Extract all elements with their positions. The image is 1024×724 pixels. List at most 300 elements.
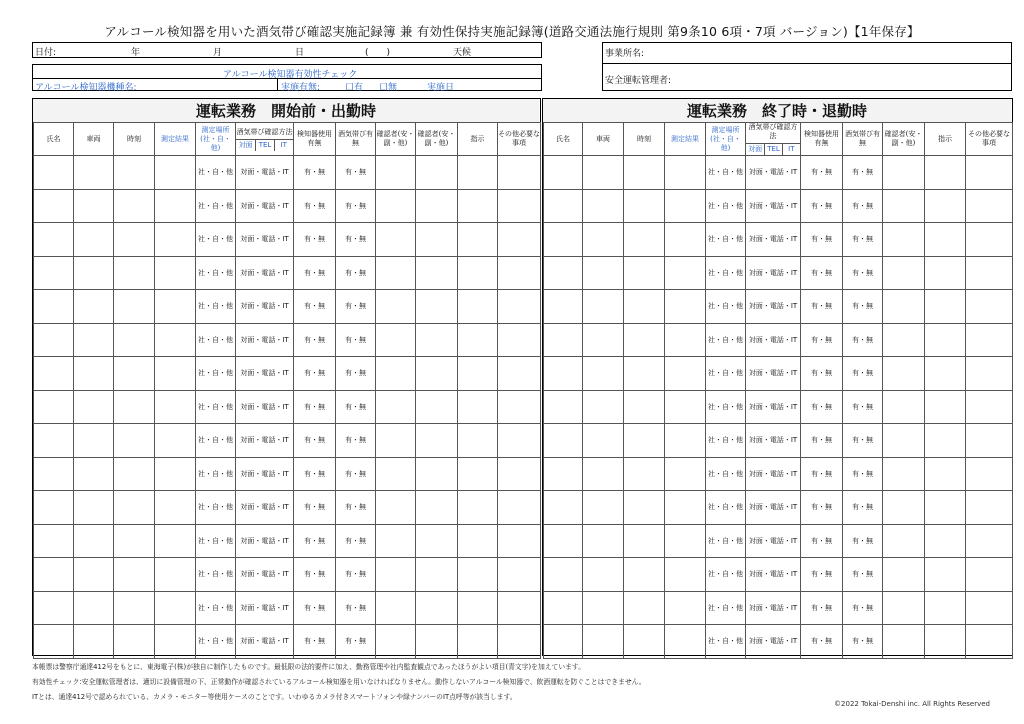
cell-location[interactable]: 社・自・他 — [196, 323, 236, 357]
cell-alcohol[interactable]: 有・無 — [336, 558, 376, 592]
cell-other[interactable] — [498, 189, 541, 223]
cell-location[interactable]: 社・自・他 — [196, 256, 236, 290]
cell-instruction[interactable] — [925, 491, 966, 525]
cell-method[interactable]: 対面・電話・IT — [236, 357, 294, 391]
cell-time[interactable] — [114, 491, 155, 525]
cell-location[interactable]: 社・自・他 — [706, 625, 746, 659]
cell-location[interactable]: 社・自・他 — [706, 424, 746, 458]
cell-location[interactable]: 社・自・他 — [706, 591, 746, 625]
cell-location[interactable]: 社・自・他 — [706, 156, 746, 190]
cell-result[interactable] — [155, 491, 196, 525]
cell-instruction[interactable] — [458, 256, 498, 290]
cell-result[interactable] — [665, 256, 706, 290]
cell-method[interactable]: 対面・電話・IT — [236, 223, 294, 257]
cell-instruction[interactable] — [458, 424, 498, 458]
cell-method[interactable]: 対面・電話・IT — [236, 256, 294, 290]
cell-method[interactable]: 対面・電話・IT — [236, 591, 294, 625]
cell-alcohol[interactable]: 有・無 — [336, 189, 376, 223]
cell-name[interactable] — [34, 558, 74, 592]
cell-vehicle[interactable] — [583, 357, 624, 391]
cell-location[interactable]: 社・自・他 — [706, 256, 746, 290]
cell-alcohol[interactable]: 有・無 — [336, 491, 376, 525]
cell-other[interactable] — [966, 491, 1013, 525]
cell-alcohol[interactable]: 有・無 — [336, 223, 376, 257]
cell-name[interactable] — [34, 189, 74, 223]
cell-time[interactable] — [624, 156, 665, 190]
cell-confirmer1[interactable] — [883, 457, 925, 491]
cell-name[interactable] — [544, 357, 583, 391]
cell-vehicle[interactable] — [74, 424, 114, 458]
cell-other[interactable] — [498, 323, 541, 357]
cell-time[interactable] — [114, 290, 155, 324]
cell-method[interactable]: 対面・電話・IT — [746, 357, 801, 391]
cell-vehicle[interactable] — [74, 591, 114, 625]
cell-location[interactable]: 社・自・他 — [706, 558, 746, 592]
cell-time[interactable] — [114, 524, 155, 558]
cell-name[interactable] — [544, 558, 583, 592]
cell-time[interactable] — [114, 223, 155, 257]
cell-time[interactable] — [114, 256, 155, 290]
cell-location[interactable]: 社・自・他 — [196, 424, 236, 458]
cell-time[interactable] — [624, 424, 665, 458]
cell-name[interactable] — [34, 390, 74, 424]
cell-other[interactable] — [498, 457, 541, 491]
cell-other[interactable] — [498, 625, 541, 659]
cell-alcohol[interactable]: 有・無 — [336, 390, 376, 424]
cell-location[interactable]: 社・自・他 — [196, 156, 236, 190]
cell-confirmer1[interactable] — [883, 625, 925, 659]
cell-detector-used[interactable]: 有・無 — [294, 457, 336, 491]
cell-instruction[interactable] — [925, 156, 966, 190]
cell-vehicle[interactable] — [583, 189, 624, 223]
cell-name[interactable] — [34, 457, 74, 491]
cell-name[interactable] — [34, 323, 74, 357]
cell-detector-used[interactable]: 有・無 — [801, 189, 843, 223]
cell-instruction[interactable] — [458, 390, 498, 424]
cell-other[interactable] — [966, 189, 1013, 223]
cell-confirmer2[interactable] — [416, 156, 458, 190]
cell-confirmer1[interactable] — [376, 558, 416, 592]
cell-vehicle[interactable] — [583, 591, 624, 625]
cell-alcohol[interactable]: 有・無 — [336, 625, 376, 659]
cell-confirmer2[interactable] — [416, 424, 458, 458]
cell-method[interactable]: 対面・電話・IT — [236, 524, 294, 558]
cell-detector-used[interactable]: 有・無 — [294, 223, 336, 257]
cell-method[interactable]: 対面・電話・IT — [236, 390, 294, 424]
cell-vehicle[interactable] — [74, 256, 114, 290]
cell-time[interactable] — [114, 357, 155, 391]
cell-vehicle[interactable] — [74, 625, 114, 659]
cell-instruction[interactable] — [458, 558, 498, 592]
cell-name[interactable] — [34, 424, 74, 458]
cell-result[interactable] — [665, 223, 706, 257]
cell-alcohol[interactable]: 有・無 — [336, 424, 376, 458]
cell-instruction[interactable] — [458, 223, 498, 257]
cell-instruction[interactable] — [925, 424, 966, 458]
cell-alcohol[interactable]: 有・無 — [843, 156, 883, 190]
cell-vehicle[interactable] — [583, 323, 624, 357]
cell-confirmer1[interactable] — [883, 256, 925, 290]
cell-detector-used[interactable]: 有・無 — [801, 524, 843, 558]
cell-confirmer1[interactable] — [883, 357, 925, 391]
cell-name[interactable] — [34, 625, 74, 659]
cell-detector-used[interactable]: 有・無 — [294, 390, 336, 424]
cell-name[interactable] — [34, 524, 74, 558]
cell-result[interactable] — [155, 457, 196, 491]
cell-method[interactable]: 対面・電話・IT — [236, 625, 294, 659]
cell-detector-used[interactable]: 有・無 — [801, 357, 843, 391]
cell-location[interactable]: 社・自・他 — [196, 290, 236, 324]
cell-other[interactable] — [498, 591, 541, 625]
cell-detector-used[interactable]: 有・無 — [801, 625, 843, 659]
cell-method[interactable]: 対面・電話・IT — [746, 256, 801, 290]
cell-vehicle[interactable] — [583, 290, 624, 324]
cell-name[interactable] — [34, 256, 74, 290]
cell-result[interactable] — [155, 256, 196, 290]
cell-other[interactable] — [966, 323, 1013, 357]
cell-vehicle[interactable] — [583, 457, 624, 491]
cell-location[interactable]: 社・自・他 — [196, 189, 236, 223]
cell-instruction[interactable] — [925, 290, 966, 324]
cell-method[interactable]: 対面・電話・IT — [236, 457, 294, 491]
cell-alcohol[interactable]: 有・無 — [843, 491, 883, 525]
cell-confirmer2[interactable] — [416, 558, 458, 592]
cell-method[interactable]: 対面・電話・IT — [746, 390, 801, 424]
cell-detector-used[interactable]: 有・無 — [294, 424, 336, 458]
cell-alcohol[interactable]: 有・無 — [843, 390, 883, 424]
cell-alcohol[interactable]: 有・無 — [843, 189, 883, 223]
cell-other[interactable] — [966, 256, 1013, 290]
cell-other[interactable] — [966, 524, 1013, 558]
cell-confirmer1[interactable] — [376, 424, 416, 458]
cell-instruction[interactable] — [925, 558, 966, 592]
cell-alcohol[interactable]: 有・無 — [336, 323, 376, 357]
cell-vehicle[interactable] — [74, 524, 114, 558]
cell-detector-used[interactable]: 有・無 — [801, 591, 843, 625]
cell-result[interactable] — [155, 524, 196, 558]
cell-confirmer2[interactable] — [416, 491, 458, 525]
cell-result[interactable] — [665, 424, 706, 458]
cell-alcohol[interactable]: 有・無 — [336, 591, 376, 625]
cell-confirmer1[interactable] — [883, 424, 925, 458]
cell-other[interactable] — [966, 156, 1013, 190]
cell-name[interactable] — [544, 591, 583, 625]
cell-instruction[interactable] — [458, 524, 498, 558]
cell-other[interactable] — [966, 223, 1013, 257]
cell-location[interactable]: 社・自・他 — [706, 390, 746, 424]
cell-alcohol[interactable]: 有・無 — [843, 223, 883, 257]
cell-confirmer1[interactable] — [376, 591, 416, 625]
cell-name[interactable] — [544, 491, 583, 525]
cell-confirmer2[interactable] — [416, 323, 458, 357]
cell-alcohol[interactable]: 有・無 — [843, 357, 883, 391]
cell-method[interactable]: 対面・電話・IT — [746, 424, 801, 458]
cell-location[interactable]: 社・自・他 — [706, 491, 746, 525]
cell-name[interactable] — [34, 357, 74, 391]
cell-time[interactable] — [624, 457, 665, 491]
cell-name[interactable] — [34, 591, 74, 625]
cell-alcohol[interactable]: 有・無 — [843, 457, 883, 491]
cell-alcohol[interactable]: 有・無 — [843, 256, 883, 290]
cell-detector-used[interactable]: 有・無 — [801, 457, 843, 491]
cell-alcohol[interactable]: 有・無 — [843, 524, 883, 558]
cell-instruction[interactable] — [458, 625, 498, 659]
cell-other[interactable] — [966, 357, 1013, 391]
cell-result[interactable] — [155, 290, 196, 324]
cell-detector-used[interactable]: 有・無 — [801, 558, 843, 592]
cell-time[interactable] — [624, 323, 665, 357]
cell-result[interactable] — [155, 390, 196, 424]
cell-location[interactable]: 社・自・他 — [706, 223, 746, 257]
cell-location[interactable]: 社・自・他 — [706, 357, 746, 391]
cell-detector-used[interactable]: 有・無 — [801, 223, 843, 257]
cell-confirmer2[interactable] — [416, 457, 458, 491]
cell-time[interactable] — [624, 491, 665, 525]
cell-instruction[interactable] — [925, 256, 966, 290]
cell-time[interactable] — [624, 390, 665, 424]
cell-vehicle[interactable] — [74, 189, 114, 223]
cell-confirmer2[interactable] — [416, 591, 458, 625]
cell-confirmer1[interactable] — [883, 390, 925, 424]
cell-detector-used[interactable]: 有・無 — [801, 290, 843, 324]
cell-detector-used[interactable]: 有・無 — [294, 323, 336, 357]
cell-name[interactable] — [34, 491, 74, 525]
cell-vehicle[interactable] — [583, 156, 624, 190]
cell-time[interactable] — [114, 156, 155, 190]
cell-instruction[interactable] — [458, 290, 498, 324]
cell-confirmer1[interactable] — [883, 524, 925, 558]
cell-other[interactable] — [498, 524, 541, 558]
cell-result[interactable] — [665, 625, 706, 659]
cell-method[interactable]: 対面・電話・IT — [236, 290, 294, 324]
cell-confirmer1[interactable] — [376, 189, 416, 223]
cell-confirmer2[interactable] — [416, 189, 458, 223]
cell-time[interactable] — [624, 625, 665, 659]
cell-instruction[interactable] — [458, 156, 498, 190]
cell-confirmer2[interactable] — [416, 256, 458, 290]
cell-name[interactable] — [544, 290, 583, 324]
cell-location[interactable]: 社・自・他 — [196, 625, 236, 659]
cell-name[interactable] — [34, 223, 74, 257]
cell-detector-used[interactable]: 有・無 — [294, 189, 336, 223]
cell-time[interactable] — [114, 424, 155, 458]
cell-result[interactable] — [665, 189, 706, 223]
cell-name[interactable] — [544, 457, 583, 491]
cell-confirmer1[interactable] — [376, 357, 416, 391]
cell-instruction[interactable] — [925, 524, 966, 558]
cell-other[interactable] — [966, 625, 1013, 659]
cell-name[interactable] — [544, 223, 583, 257]
cell-method[interactable]: 対面・電話・IT — [746, 323, 801, 357]
cell-time[interactable] — [114, 189, 155, 223]
cell-confirmer2[interactable] — [416, 625, 458, 659]
cell-time[interactable] — [624, 256, 665, 290]
cell-confirmer1[interactable] — [376, 156, 416, 190]
cell-confirmer2[interactable] — [416, 223, 458, 257]
cell-instruction[interactable] — [925, 323, 966, 357]
cell-name[interactable] — [544, 189, 583, 223]
cell-time[interactable] — [114, 323, 155, 357]
cell-location[interactable]: 社・自・他 — [706, 290, 746, 324]
cell-confirmer2[interactable] — [416, 357, 458, 391]
cell-instruction[interactable] — [925, 189, 966, 223]
cell-instruction[interactable] — [925, 223, 966, 257]
cell-name[interactable] — [544, 323, 583, 357]
cell-method[interactable]: 対面・電話・IT — [746, 223, 801, 257]
cell-other[interactable] — [498, 491, 541, 525]
cell-other[interactable] — [498, 156, 541, 190]
cell-detector-used[interactable]: 有・無 — [801, 424, 843, 458]
cell-vehicle[interactable] — [583, 625, 624, 659]
cell-time[interactable] — [114, 457, 155, 491]
cell-time[interactable] — [624, 558, 665, 592]
cell-vehicle[interactable] — [74, 558, 114, 592]
cell-detector-used[interactable]: 有・無 — [294, 357, 336, 391]
cell-result[interactable] — [155, 591, 196, 625]
cell-confirmer1[interactable] — [376, 457, 416, 491]
cell-time[interactable] — [114, 591, 155, 625]
cell-result[interactable] — [665, 390, 706, 424]
cell-confirmer1[interactable] — [883, 156, 925, 190]
cell-alcohol[interactable]: 有・無 — [336, 357, 376, 391]
cell-vehicle[interactable] — [74, 357, 114, 391]
cell-name[interactable] — [544, 424, 583, 458]
cell-detector-used[interactable]: 有・無 — [801, 256, 843, 290]
cell-method[interactable]: 対面・電話・IT — [236, 156, 294, 190]
cell-vehicle[interactable] — [74, 223, 114, 257]
cell-instruction[interactable] — [925, 625, 966, 659]
cell-alcohol[interactable]: 有・無 — [843, 625, 883, 659]
cell-method[interactable]: 対面・電話・IT — [746, 156, 801, 190]
cell-vehicle[interactable] — [583, 390, 624, 424]
cell-location[interactable]: 社・自・他 — [196, 591, 236, 625]
cell-result[interactable] — [665, 457, 706, 491]
cell-location[interactable]: 社・自・他 — [196, 223, 236, 257]
cell-time[interactable] — [624, 591, 665, 625]
cell-time[interactable] — [624, 223, 665, 257]
cell-instruction[interactable] — [458, 457, 498, 491]
cell-detector-used[interactable]: 有・無 — [294, 591, 336, 625]
cell-result[interactable] — [665, 357, 706, 391]
cell-method[interactable]: 対面・電話・IT — [746, 524, 801, 558]
cell-result[interactable] — [155, 156, 196, 190]
cell-method[interactable]: 対面・電話・IT — [236, 323, 294, 357]
cell-alcohol[interactable]: 有・無 — [336, 256, 376, 290]
cell-detector-used[interactable]: 有・無 — [294, 625, 336, 659]
cell-vehicle[interactable] — [74, 390, 114, 424]
cell-confirmer1[interactable] — [883, 189, 925, 223]
cell-alcohol[interactable]: 有・無 — [843, 290, 883, 324]
cell-method[interactable]: 対面・電話・IT — [746, 558, 801, 592]
cell-instruction[interactable] — [925, 357, 966, 391]
cell-name[interactable] — [544, 625, 583, 659]
cell-result[interactable] — [155, 223, 196, 257]
cell-other[interactable] — [966, 591, 1013, 625]
cell-method[interactable]: 対面・電話・IT — [746, 625, 801, 659]
cell-location[interactable]: 社・自・他 — [196, 491, 236, 525]
cell-other[interactable] — [966, 424, 1013, 458]
cell-result[interactable] — [155, 424, 196, 458]
cell-confirmer2[interactable] — [416, 290, 458, 324]
cell-time[interactable] — [624, 524, 665, 558]
cell-confirmer1[interactable] — [376, 223, 416, 257]
cell-method[interactable]: 対面・電話・IT — [746, 457, 801, 491]
cell-confirmer1[interactable] — [883, 491, 925, 525]
cell-confirmer2[interactable] — [416, 390, 458, 424]
cell-other[interactable] — [498, 223, 541, 257]
cell-confirmer1[interactable] — [376, 323, 416, 357]
cell-result[interactable] — [665, 290, 706, 324]
cell-detector-used[interactable]: 有・無 — [294, 256, 336, 290]
cell-vehicle[interactable] — [74, 323, 114, 357]
cell-result[interactable] — [155, 189, 196, 223]
cell-detector-used[interactable]: 有・無 — [801, 156, 843, 190]
cell-alcohol[interactable]: 有・無 — [336, 290, 376, 324]
cell-method[interactable]: 対面・電話・IT — [236, 491, 294, 525]
cell-location[interactable]: 社・自・他 — [196, 390, 236, 424]
cell-vehicle[interactable] — [74, 491, 114, 525]
cell-vehicle[interactable] — [583, 223, 624, 257]
cell-confirmer1[interactable] — [883, 290, 925, 324]
cell-result[interactable] — [155, 625, 196, 659]
cell-alcohol[interactable]: 有・無 — [336, 524, 376, 558]
cell-result[interactable] — [665, 491, 706, 525]
cell-other[interactable] — [498, 558, 541, 592]
cell-location[interactable]: 社・自・他 — [196, 524, 236, 558]
cell-confirmer1[interactable] — [883, 558, 925, 592]
cell-vehicle[interactable] — [583, 424, 624, 458]
cell-detector-used[interactable]: 有・無 — [801, 491, 843, 525]
cell-other[interactable] — [966, 558, 1013, 592]
cell-instruction[interactable] — [925, 457, 966, 491]
cell-alcohol[interactable]: 有・無 — [336, 156, 376, 190]
cell-instruction[interactable] — [458, 357, 498, 391]
cell-instruction[interactable] — [925, 591, 966, 625]
cell-location[interactable]: 社・自・他 — [706, 457, 746, 491]
cell-location[interactable]: 社・自・他 — [706, 323, 746, 357]
cell-instruction[interactable] — [458, 189, 498, 223]
cell-alcohol[interactable]: 有・無 — [336, 457, 376, 491]
cell-time[interactable] — [114, 390, 155, 424]
cell-vehicle[interactable] — [74, 156, 114, 190]
cell-detector-used[interactable]: 有・無 — [294, 524, 336, 558]
cell-vehicle[interactable] — [583, 558, 624, 592]
cell-confirmer1[interactable] — [376, 256, 416, 290]
cell-method[interactable]: 対面・電話・IT — [236, 558, 294, 592]
cell-confirmer1[interactable] — [376, 524, 416, 558]
cell-time[interactable] — [624, 189, 665, 223]
cell-method[interactable]: 対面・電話・IT — [746, 591, 801, 625]
yes-option[interactable]: 口有 — [345, 83, 364, 93]
cell-other[interactable] — [966, 457, 1013, 491]
cell-location[interactable]: 社・自・他 — [196, 558, 236, 592]
cell-other[interactable] — [498, 424, 541, 458]
cell-confirmer1[interactable] — [376, 625, 416, 659]
cell-location[interactable]: 社・自・他 — [706, 189, 746, 223]
cell-name[interactable] — [544, 390, 583, 424]
cell-instruction[interactable] — [458, 491, 498, 525]
cell-name[interactable] — [544, 156, 583, 190]
cell-time[interactable] — [624, 290, 665, 324]
cell-detector-used[interactable]: 有・無 — [801, 323, 843, 357]
cell-time[interactable] — [114, 558, 155, 592]
cell-vehicle[interactable] — [74, 457, 114, 491]
cell-alcohol[interactable]: 有・無 — [843, 424, 883, 458]
cell-other[interactable] — [498, 290, 541, 324]
cell-result[interactable] — [155, 323, 196, 357]
cell-alcohol[interactable]: 有・無 — [843, 591, 883, 625]
cell-method[interactable]: 対面・電話・IT — [746, 491, 801, 525]
